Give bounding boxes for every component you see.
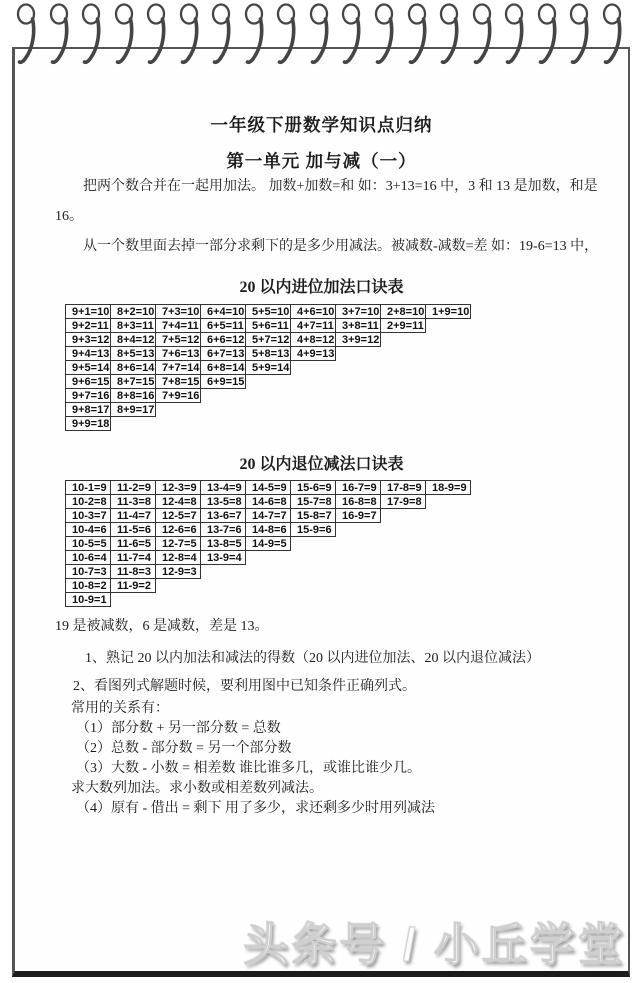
- relation-2: （2）总数 - 部分数 = 另一个部分数: [76, 741, 292, 756]
- formula-cell: 14-7=7: [246, 509, 291, 523]
- table-row: [66, 523, 471, 537]
- relations-intro: 常用的关系有：: [71, 701, 169, 716]
- formula-cell: 9+8=17: [66, 403, 111, 417]
- formula-cell: 10-5=5: [66, 537, 111, 551]
- table-row: [66, 389, 471, 403]
- formula-cell: 14-6=8: [246, 495, 291, 509]
- addition-table-title: 20 以内进位加法口诀表: [239, 279, 404, 296]
- formula-cell: 8+7=15: [111, 375, 156, 389]
- formula-cell: 15-7=8: [291, 495, 336, 509]
- formula-cell: 15-8=7: [291, 509, 336, 523]
- table-row: [66, 403, 471, 417]
- formula-cell: 18-9=9: [426, 481, 471, 495]
- formula-cell: 4+7=11: [291, 319, 336, 333]
- formula-cell: 7+8=15: [156, 375, 201, 389]
- formula-cell: 8+8=16: [111, 389, 156, 403]
- formula-cell: 7+4=11: [156, 319, 201, 333]
- formula-cell: 10-8=2: [66, 579, 111, 593]
- formula-cell: 11-8=3: [111, 565, 156, 579]
- subtraction-table-title: 20 以内退位减法口诀表: [239, 456, 404, 473]
- formula-cell: 14-9=5: [246, 537, 291, 551]
- formula-cell: 13-4=9: [201, 481, 246, 495]
- formula-cell: 12-4=8: [156, 495, 201, 509]
- formula-cell: 5+7=12: [246, 333, 291, 347]
- formula-cell: 7+9=16: [156, 389, 201, 403]
- formula-cell: 12-8=4: [156, 551, 201, 565]
- formula-cell: 9+7=16: [66, 389, 111, 403]
- intro-subtraction-line: 从一个数里面去掉一部分求剩下的是多少用减法。被减数-减数=差 如：19-6=13 中，: [83, 239, 599, 254]
- table-row: [66, 593, 471, 607]
- subtraction-table: [65, 480, 471, 607]
- formula-cell: 6+5=11: [201, 319, 246, 333]
- unit-subtitle: 第一单元 加与减（一）: [226, 151, 417, 171]
- formula-cell: 3+7=10: [336, 305, 381, 319]
- table-row: [66, 481, 471, 495]
- note-item-1: 1、熟记 20 以内加法和减法的得数（20 以内进位加法、20 以内退位减法）: [85, 651, 540, 666]
- formula-cell: 9+4=13: [66, 347, 111, 361]
- formula-cell: 8+2=10: [111, 305, 156, 319]
- formula-cell: 12-7=5: [156, 537, 201, 551]
- formula-cell: 7+7=14: [156, 361, 201, 375]
- formula-cell: 13-9=4: [201, 551, 246, 565]
- formula-cell: 7+3=10: [156, 305, 201, 319]
- formula-cell: 6+8=14: [201, 361, 246, 375]
- relation-4: （4）原有 - 借出 = 剩下 用了多少，求还剩多少时用列减法: [76, 801, 436, 816]
- table-row: [66, 347, 471, 361]
- table-row: [66, 551, 471, 565]
- formula-cell: 12-5=7: [156, 509, 201, 523]
- table-row: [66, 305, 471, 319]
- formula-cell: 6+7=13: [201, 347, 246, 361]
- formula-cell: 12-3=9: [156, 481, 201, 495]
- formula-cell: 6+9=15: [201, 375, 246, 389]
- table-row: [66, 579, 471, 593]
- formula-cell: 2+8=10: [381, 305, 426, 319]
- table-row: [66, 417, 471, 431]
- formula-cell: 11-5=6: [111, 523, 156, 537]
- formula-cell: 17-8=9: [381, 481, 426, 495]
- intro-addition-line1: 把两个数合并在一起用加法。 加数+加数=和 如：3+13=16 中，3 和 13 是加数，和是: [83, 179, 598, 194]
- formula-cell: 9+5=14: [66, 361, 111, 375]
- formula-cell: 8+6=14: [111, 361, 156, 375]
- document-body: [15, 115, 628, 819]
- formula-cell: 16-8=8: [336, 495, 381, 509]
- relation-3: （3）大数 - 小数 = 相差数 谁比谁多几，或谁比谁少几。: [76, 761, 422, 776]
- formula-cell: 7+5=12: [156, 333, 201, 347]
- formula-cell: 8+3=11: [111, 319, 156, 333]
- formula-cell: 8+9=17: [111, 403, 156, 417]
- paper-sheet: [12, 47, 630, 977]
- formula-cell: 11-7=4: [111, 551, 156, 565]
- formula-cell: 7+6=13: [156, 347, 201, 361]
- formula-cell: 8+5=13: [111, 347, 156, 361]
- formula-cell: 11-4=7: [111, 509, 156, 523]
- table-row: [66, 375, 471, 389]
- formula-cell: 5+6=11: [246, 319, 291, 333]
- formula-cell: 5+9=14: [246, 361, 291, 375]
- formula-cell: 13-7=6: [201, 523, 246, 537]
- formula-cell: 3+9=12: [336, 333, 381, 347]
- formula-cell: 4+6=10: [291, 305, 336, 319]
- formula-cell: 6+4=10: [201, 305, 246, 319]
- formula-cell: 9+1=10: [66, 305, 111, 319]
- table-row: [66, 495, 471, 509]
- formula-cell: 15-9=6: [291, 523, 336, 537]
- table-row: [66, 565, 471, 579]
- formula-cell: 9+9=18: [66, 417, 111, 431]
- table-row: [66, 537, 471, 551]
- formula-cell: 17-9=8: [381, 495, 426, 509]
- formula-cell: 4+9=13: [291, 347, 336, 361]
- formula-cell: 10-7=3: [66, 565, 111, 579]
- table-row: [66, 319, 471, 333]
- addition-table: [65, 304, 471, 431]
- conclusion-text: 19 是被减数，6 是减数，差是 13。: [55, 619, 269, 634]
- watermark: 头条号 / 小丘学堂: [243, 919, 626, 970]
- formula-cell: 12-9=3: [156, 565, 201, 579]
- relation-1: （1）部分数 + 另一部分数 = 总数: [76, 721, 281, 736]
- formula-cell: 14-8=6: [246, 523, 291, 537]
- formula-cell: 11-3=8: [111, 495, 156, 509]
- formula-cell: 16-7=9: [336, 481, 381, 495]
- formula-cell: 10-6=4: [66, 551, 111, 565]
- formula-cell: 10-4=6: [66, 523, 111, 537]
- formula-cell: 16-9=7: [336, 509, 381, 523]
- formula-cell: 10-1=9: [66, 481, 111, 495]
- formula-cell: 2+9=11: [381, 319, 426, 333]
- formula-cell: 4+8=12: [291, 333, 336, 347]
- formula-cell: 13-8=5: [201, 537, 246, 551]
- formula-cell: 5+8=13: [246, 347, 291, 361]
- formula-cell: 15-6=9: [291, 481, 336, 495]
- formula-cell: 9+6=15: [66, 375, 111, 389]
- note-item-2: 2、看图列式解题时候，要利用图中已知条件正确列式。: [73, 679, 416, 694]
- formula-cell: 1+9=10: [426, 305, 471, 319]
- formula-cell: 11-9=2: [111, 579, 156, 593]
- formula-cell: 13-6=7: [201, 509, 246, 523]
- formula-cell: 6+6=12: [201, 333, 246, 347]
- relation-3-note: 求大数列加法。求小数或相差数列减法。: [71, 781, 323, 796]
- formula-cell: 9+3=12: [66, 333, 111, 347]
- formula-cell: 11-6=5: [111, 537, 156, 551]
- table-row: [66, 361, 471, 375]
- table-row: [66, 509, 471, 523]
- formula-cell: 10-2=8: [66, 495, 111, 509]
- formula-cell: 3+8=11: [336, 319, 381, 333]
- formula-cell: 12-6=6: [156, 523, 201, 537]
- formula-cell: 13-5=8: [201, 495, 246, 509]
- formula-cell: 8+4=12: [111, 333, 156, 347]
- formula-cell: 10-9=1: [66, 593, 111, 607]
- formula-cell: 5+5=10: [246, 305, 291, 319]
- formula-cell: 14-5=9: [246, 481, 291, 495]
- intro-addition-line2: 16。: [55, 209, 83, 224]
- formula-cell: 9+2=11: [66, 319, 111, 333]
- table-row: [66, 333, 471, 347]
- formula-cell: 10-3=7: [66, 509, 111, 523]
- formula-cell: 11-2=9: [111, 481, 156, 495]
- page-title: 一年级下册数学知识点归纳: [210, 115, 433, 135]
